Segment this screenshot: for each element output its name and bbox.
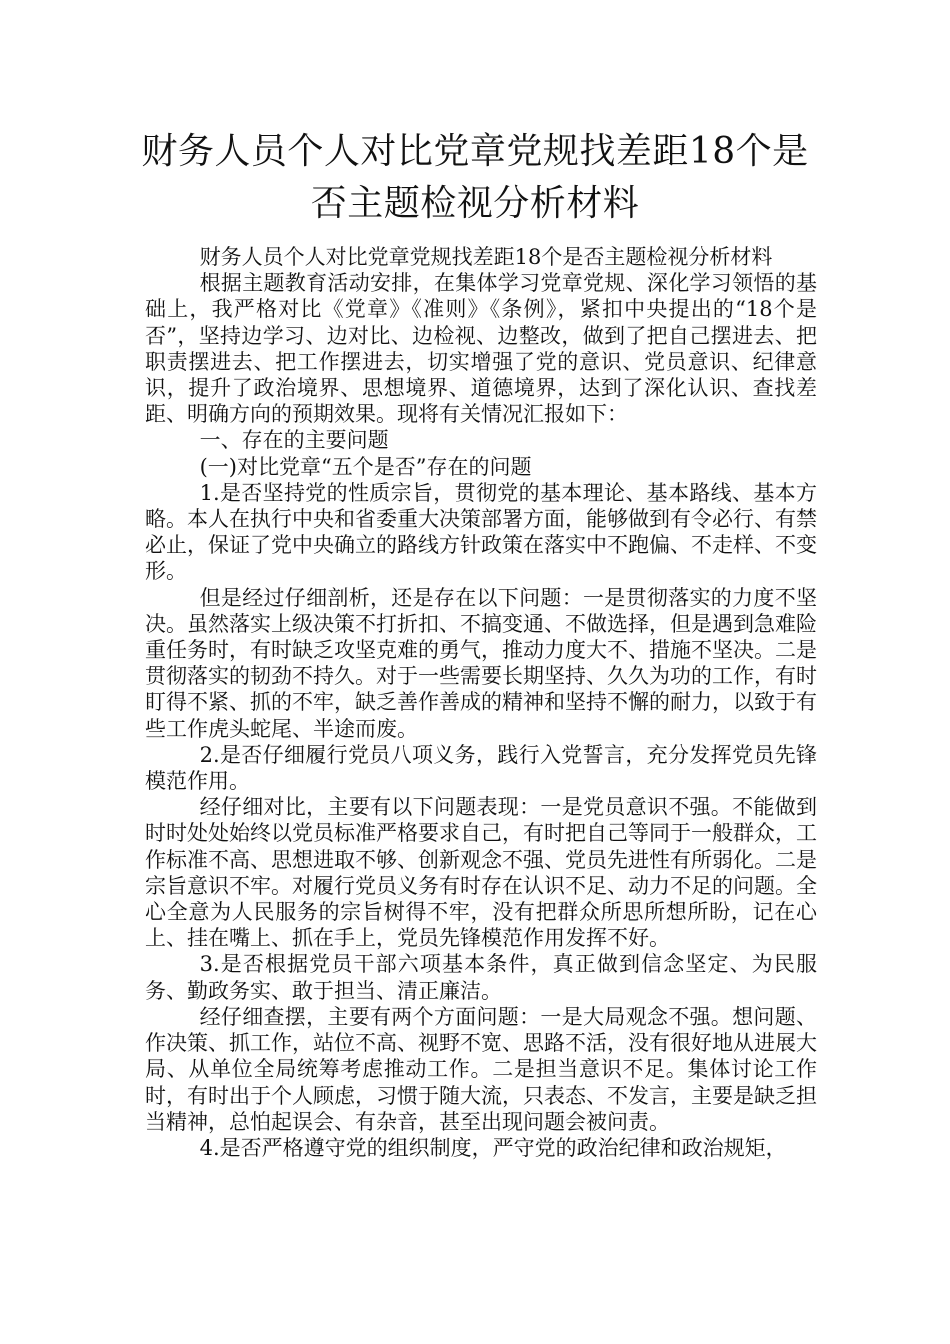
paragraph-subtitle: 财务人员个人对比党章党规找差距18个是否主题检视分析材料 [199, 245, 773, 269]
item-3-heading: 3.是否根据党员干部六项基本条件，真正做到信念坚定、为民服务、勤政务实、敢于担当、清正廉洁。 [145, 952, 817, 1003]
item-4-heading: 4.是否严格遵守党的组织制度，严守党的政治纪律和政治规矩， [199, 1135, 787, 1160]
title-line-2: 否主题检视分析材料 [310, 183, 640, 224]
section-heading: 一、存在的主要问题 [199, 428, 389, 453]
item-1-heading: 1.是否坚持党的性质宗旨，贯彻党的基本理论、基本路线、基本方略。本人在执行中央和省委重大决策部署方面，能够做到有令必行、有禁必止，保证了党中央确立的路线方针政策在落实中不跑偏、不走样、不变形。 [145, 480, 817, 584]
item-3-analysis: 经仔细查摆，主要有两个方面问题：一是大局观念不强。想问题、作决策、抓工作，站位不高、视野不宽、思路不活，没有很好地从进展大局、从单位全局统筹考虑推动工作。二是担当意识不足。集体讨论工作时，有时出于个人顾虑，习惯于随大流，只表态、不发言，主要是缺乏担当精神，总怕起误会、有杂音，甚至出现问题会被问责。 [145, 1004, 817, 1134]
document-title [130, 126, 820, 230]
item-1-analysis: 但是经过仔细剖析，还是存在以下问题：一是贯彻落实的力度不坚决。虽然落实上级决策不打折扣、不搞变通、不做选择，但是遇到急难险重任务时，有时缺乏攻坚克难的勇气，推动力度大不、措施不坚决。二是贯彻落实的韧劲不持久。对于一些需要长期坚持、久久为功的工作，有时盯得不紧、抓的不牢，缺乏善作善成的精神和坚持不懈的耐力，以致于有些工作虎头蛇尾、半途而废。 [145, 585, 817, 741]
item-2-analysis: 经仔细对比，主要有以下问题表现：一是党员意识不强。不能做到时时处处始终以党员标准严格要求自己，有时把自己等同于一般群众，工作标准不高、思想进取不够、创新观念不强、党员先进性有所弱化。二是宗旨意识不牢。对履行党员义务有时存在认识不足、动力不足的问题。全心全意为人民服务的宗旨树得不牢，没有把群众所思所想所盼，记在心上、挂在嘴上、抓在手上，党员先锋模范作用发挥不好。 [145, 795, 817, 951]
item-2-heading: 2.是否仔细履行党员八项义务，践行入党誓言，充分发挥党员先锋模范作用。 [145, 742, 817, 794]
title-line-1: 财务人员个人对比党章党规找差距18个是 [141, 131, 809, 172]
document-body [145, 244, 817, 1161]
subsection-heading: (一)对比党章“五个是否”存在的问题 [199, 454, 532, 479]
paragraph-intro: 根据主题教育活动安排，在集体学习党章党规、深化学习领悟的基础上，我严格对比《党章》《准则》《条例》，紧扣中央提出的“18个是否”，坚持边学习、边对比、边检视、边整改，做到了把自己摆进去、把职责摆进去、把工作摆进去，切实增强了党的意识、党员意识、纪律意识，提升了政治境界、思想境界、道德境界，达到了深化认识、查找差距、明确方向的预期效果。现将有关情况汇报如下： [145, 271, 817, 427]
